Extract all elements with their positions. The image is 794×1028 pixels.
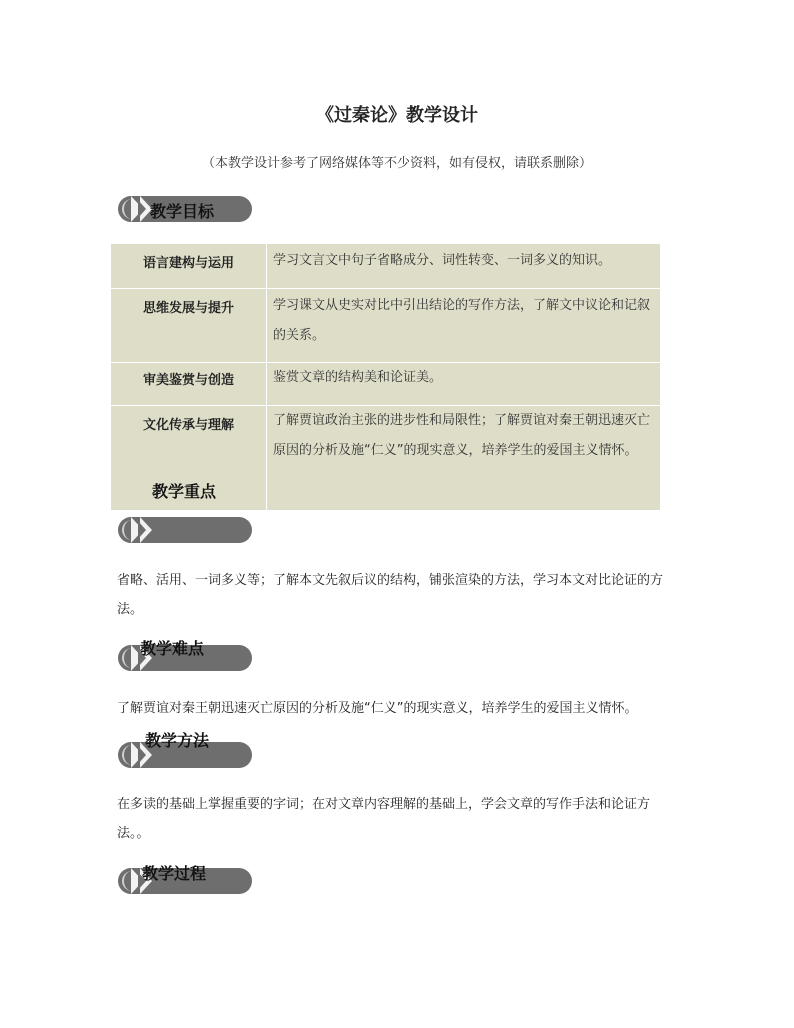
table-row [111, 244, 661, 289]
methods-text: 在多读的基础上掌握重要的字词；在对文章内容理解的基础上，学会文章的写作手法和论证方法。。 [117, 797, 651, 841]
goal-label: 文化传承与理解 [111, 406, 267, 511]
section-header-process [118, 864, 252, 894]
section-marker-icon [118, 517, 252, 543]
table-row [111, 289, 661, 363]
goal-label: 思维发展与提升 [111, 289, 267, 363]
section-heading-process: 教学过程 [142, 864, 207, 883]
section-header-difficulties [118, 639, 252, 671]
goal-label: 语言建构与运用 [111, 244, 267, 289]
section-header-key-points [118, 517, 252, 543]
goal-label: 审美鉴赏与创造 [111, 363, 267, 406]
section-heading-methods: 教学方法 [145, 731, 210, 750]
section-header-goals [118, 196, 252, 222]
section-heading-goals: 教学目标 [150, 202, 215, 221]
goal-text: 鉴赏文章的结构美和论证美。 [267, 363, 661, 406]
document-title: 《过秦论》教学设计 [316, 105, 478, 126]
difficulties-text: 了解贾谊对秦王朝迅速灭亡原因的分析及施“仁义”的现实意义，培养学生的爱国主义情怀。 [117, 701, 638, 716]
section-header-methods [118, 731, 252, 768]
goals-table [110, 243, 661, 511]
table-row [111, 363, 661, 406]
goal-text: 学习课文从史实对比中引出结论的写作方法，了解文中议论和记叙的关系。 [267, 289, 661, 363]
section-heading-key-points: 教学重点 [152, 482, 217, 501]
goal-text: 了解贾谊政治主张的进步性和局限性；了解贾谊对秦王朝迅速灭亡原因的分析及施“仁义”的现实意义，培养学生的爱国主义情怀。 [267, 406, 661, 511]
goal-text: 学习文言文中句子省略成分、词性转变、一词多义的知识。 [267, 244, 661, 289]
section-heading-difficulties: 教学难点 [140, 639, 205, 658]
key-points-text: 省略、活用、一词多义等；了解本文先叙后议的结构，铺张渲染的方法，学习本文对比论证的方法。 [117, 573, 664, 617]
disclaimer-note: （本教学设计参考了网络媒体等不少资料，如有侵权，请联系删除） [201, 156, 592, 171]
